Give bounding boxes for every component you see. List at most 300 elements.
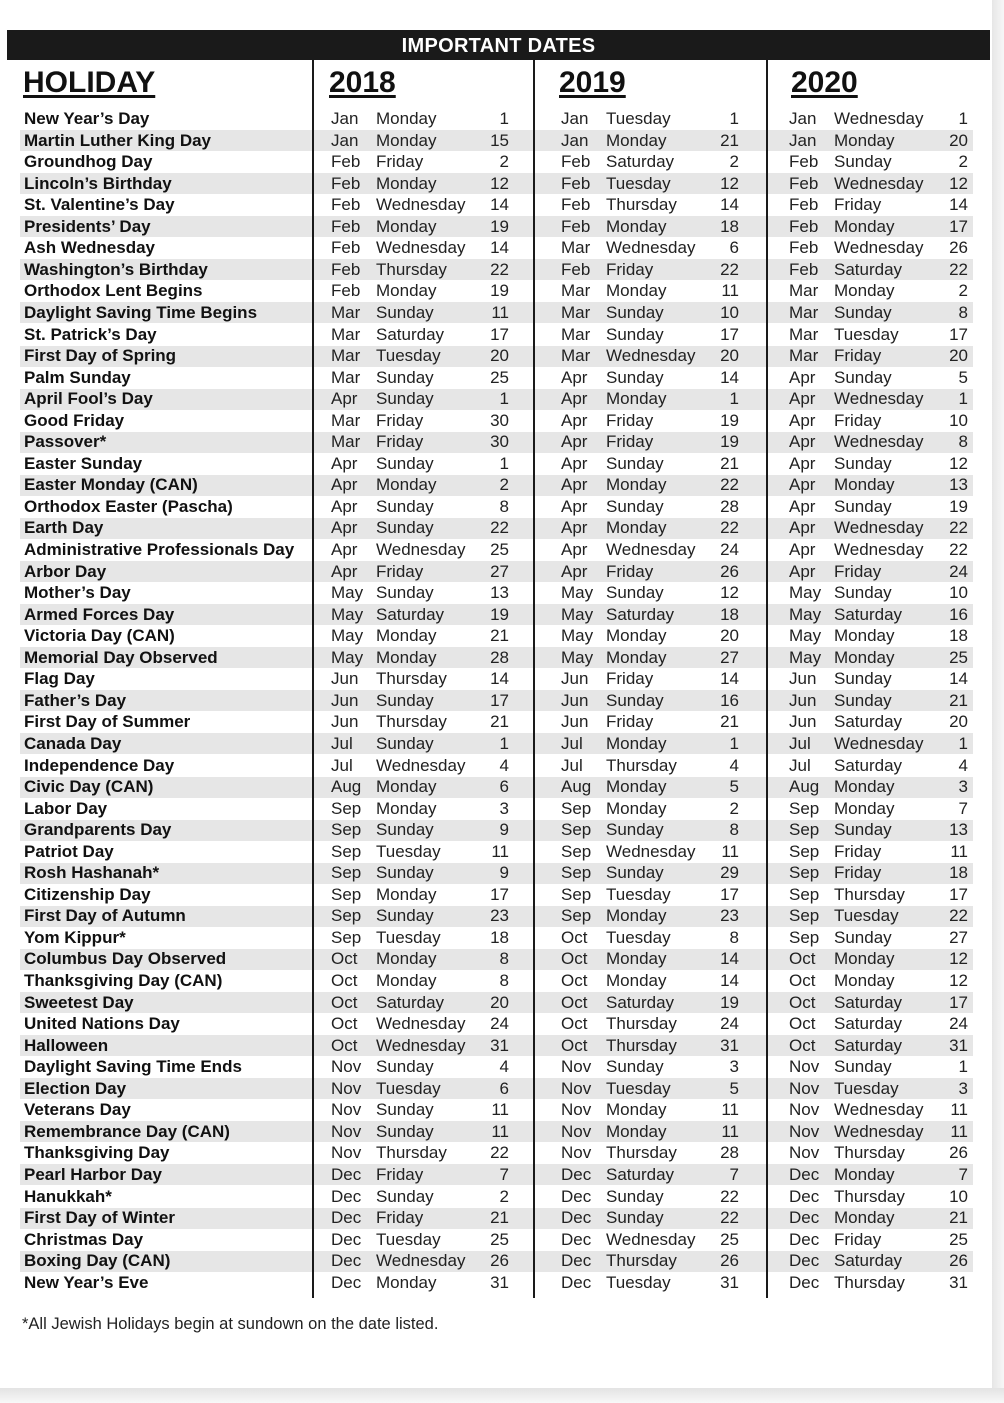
month-2020: Feb (789, 259, 819, 279)
holiday-name: Administrative Professionals Day (24, 540, 295, 559)
holiday-name: Presidents’ Day (24, 216, 151, 236)
page-shadow-right (992, 0, 1004, 1403)
weekday-2018: Tuesday (376, 927, 441, 947)
day-number-2019: 11 (721, 1100, 739, 1120)
day-number-2019: 22 (720, 1208, 739, 1228)
weekday-2018: Wednesday (376, 1014, 466, 1034)
month-2018: Nov (331, 1078, 362, 1098)
month-2018: Mar (331, 324, 361, 344)
month-2020: Jul (789, 755, 811, 775)
day-number-2020: 11 (950, 1121, 968, 1141)
holiday-name: Christmas Day (24, 1229, 144, 1249)
day-number-2020: 22 (949, 906, 968, 926)
holiday-name: Earth Day (24, 518, 104, 538)
weekday-2020: Saturday (834, 259, 903, 279)
holiday-name: Father’s Day (24, 690, 127, 710)
day-number-2019: 14 (720, 195, 739, 215)
weekday-2019: Wednesday (606, 238, 696, 258)
month-2018: May (331, 604, 364, 624)
day-number-2019: 24 (720, 1014, 739, 1034)
month-2019: Sep (561, 798, 592, 818)
holiday-name: Veterans Day (24, 1100, 131, 1120)
month-2018: Oct (331, 1035, 358, 1055)
day-number-2020: 10 (949, 1186, 968, 1206)
holiday-name: Canada Day (24, 733, 122, 753)
weekday-2020: Thursday (834, 1272, 905, 1292)
day-number-2018: 31 (490, 1272, 509, 1292)
month-2018: Jun (331, 712, 359, 732)
day-number-2019: 20 (720, 346, 739, 366)
weekday-2018: Sunday (376, 389, 434, 409)
holiday-name: Lincoln’s Birthday (24, 173, 172, 193)
month-2019: Nov (561, 1057, 592, 1077)
weekday-2019: Wednesday (606, 540, 696, 559)
day-number-2018: 1 (499, 389, 509, 409)
month-2019: Feb (561, 195, 591, 215)
month-2019: Jun (561, 690, 589, 710)
weekday-2018: Wednesday (376, 195, 466, 215)
month-2020: Sep (789, 863, 820, 883)
day-number-2018: 20 (490, 992, 509, 1012)
weekday-2020: Monday (834, 971, 895, 990)
weekday-2020: Friday (834, 841, 882, 861)
day-number-2018: 21 (490, 626, 509, 646)
weekday-2019: Monday (606, 733, 667, 753)
day-number-2018: 17 (490, 324, 509, 344)
day-number-2018: 11 (491, 302, 509, 322)
year-header-2019: 2019 (559, 66, 626, 99)
month-2020: Apr (789, 496, 816, 516)
month-2020: Feb (789, 238, 819, 258)
weekday-2019: Friday (606, 669, 654, 689)
day-number-2018: 18 (490, 927, 509, 947)
month-2020: Nov (789, 1143, 820, 1163)
day-number-2019: 17 (720, 884, 739, 904)
weekday-2020: Wednesday (834, 1100, 924, 1120)
weekday-2019: Monday (606, 518, 667, 538)
day-number-2018: 22 (490, 1143, 509, 1163)
month-2018: Sep (331, 863, 362, 883)
weekday-2019: Tuesday (606, 1272, 671, 1292)
day-number-2018: 7 (499, 1164, 509, 1184)
month-2020: Nov (789, 1057, 820, 1077)
weekday-2020: Wednesday (834, 109, 924, 128)
holiday-name: First Day of Autumn (24, 906, 186, 926)
month-2019: Jan (561, 130, 589, 150)
month-2019: Mar (561, 281, 591, 301)
month-2020: Apr (789, 561, 816, 581)
holiday-name: Yom Kippur* (24, 927, 126, 947)
day-number-2018: 30 (490, 410, 509, 430)
holiday-name: New Year’s Day (24, 109, 150, 128)
day-number-2019: 20 (720, 626, 739, 646)
holiday-name: Good Friday (24, 410, 125, 430)
weekday-2019: Sunday (606, 453, 664, 473)
weekday-2020: Wednesday (834, 540, 924, 559)
month-2018: Feb (331, 238, 361, 258)
day-number-2018: 17 (490, 690, 509, 710)
day-number-2019: 1 (729, 389, 739, 409)
month-2018: Feb (331, 281, 361, 301)
day-number-2018: 14 (490, 238, 509, 258)
day-number-2020: 20 (949, 346, 968, 366)
month-2018: May (331, 647, 364, 667)
day-number-2020: 18 (949, 863, 968, 883)
holiday-name: Hanukkah* (24, 1186, 112, 1206)
weekday-2020: Monday (834, 475, 895, 495)
month-2020: Apr (789, 410, 816, 430)
holiday-name: Orthodox Easter (Pascha) (24, 496, 233, 516)
day-number-2018: 4 (499, 1057, 509, 1077)
month-2018: Aug (331, 777, 362, 797)
month-2018: Sep (331, 927, 362, 947)
weekday-2018: Friday (376, 410, 424, 430)
weekday-2020: Friday (834, 410, 882, 430)
month-2020: Jan (789, 109, 817, 128)
day-number-2018: 17 (490, 884, 509, 904)
day-number-2019: 29 (720, 863, 739, 883)
weekday-2020: Saturday (834, 1014, 903, 1034)
weekday-2018: Monday (376, 949, 437, 969)
day-number-2018: 14 (490, 195, 509, 215)
day-number-2019: 28 (720, 496, 739, 516)
holiday-name: Passover* (24, 432, 107, 452)
month-2020: May (789, 626, 822, 646)
month-2019: May (561, 626, 594, 646)
day-number-2020: 12 (949, 453, 968, 473)
month-2018: Feb (331, 173, 361, 193)
month-2020: Feb (789, 216, 819, 236)
month-2018: Mar (331, 367, 361, 387)
year-header-2018: 2018 (329, 66, 396, 99)
weekday-2018: Wednesday (376, 540, 466, 559)
month-2018: Dec (331, 1164, 362, 1184)
weekday-2020: Monday (834, 777, 895, 797)
weekday-2018: Wednesday (376, 755, 466, 775)
month-2019: Sep (561, 884, 592, 904)
holiday-name: Martin Luther King Day (24, 130, 212, 150)
weekday-2018: Tuesday (376, 1078, 441, 1098)
page-shadow-bottom (0, 1388, 1004, 1403)
weekday-2018: Sunday (376, 1121, 434, 1141)
weekday-2020: Sunday (834, 453, 892, 473)
month-2019: Oct (561, 949, 588, 969)
weekday-2018: Sunday (376, 820, 434, 840)
holiday-name: Washington’s Birthday (24, 259, 208, 279)
day-number-2018: 11 (491, 841, 509, 861)
weekday-2018: Monday (376, 475, 437, 495)
day-number-2018: 11 (491, 1100, 509, 1120)
weekday-2020: Saturday (834, 755, 903, 775)
day-number-2019: 2 (729, 152, 739, 172)
day-number-2020: 22 (949, 540, 968, 559)
weekday-2020: Sunday (834, 302, 892, 322)
weekday-2019: Tuesday (606, 927, 671, 947)
day-number-2020: 8 (958, 432, 968, 452)
month-2018: Apr (331, 389, 358, 409)
weekday-2020: Wednesday (834, 518, 924, 538)
month-2018: Jun (331, 690, 359, 710)
weekday-2018: Sunday (376, 583, 434, 603)
day-number-2020: 1 (958, 109, 968, 128)
day-number-2020: 20 (949, 712, 968, 732)
month-2020: May (789, 604, 822, 624)
day-number-2019: 21 (720, 130, 739, 150)
day-number-2018: 8 (499, 971, 509, 990)
day-number-2018: 12 (490, 173, 509, 193)
column-divider (533, 60, 535, 1298)
month-2019: May (561, 647, 594, 667)
month-2019: Mar (561, 346, 591, 366)
day-number-2019: 17 (720, 324, 739, 344)
month-2019: Mar (561, 238, 591, 258)
weekday-2018: Tuesday (376, 346, 441, 366)
month-2018: Jun (331, 669, 359, 689)
day-number-2018: 13 (490, 583, 509, 603)
month-2020: Dec (789, 1251, 820, 1271)
day-number-2019: 26 (720, 1251, 739, 1271)
day-number-2018: 1 (499, 453, 509, 473)
day-number-2018: 6 (499, 777, 509, 797)
day-number-2020: 13 (949, 820, 968, 840)
day-number-2019: 11 (721, 1121, 739, 1141)
holiday-name: United Nations Day (24, 1014, 180, 1034)
weekday-2018: Friday (376, 1208, 424, 1228)
day-number-2018: 22 (490, 518, 509, 538)
month-2019: Sep (561, 906, 592, 926)
month-2019: Apr (561, 389, 588, 409)
holiday-name: Remembrance Day (CAN) (24, 1121, 230, 1141)
weekday-2018: Saturday (376, 604, 445, 624)
weekday-2019: Monday (606, 626, 667, 646)
weekday-2020: Sunday (834, 152, 892, 172)
holiday-name: Ash Wednesday (24, 238, 156, 258)
day-number-2019: 12 (720, 583, 739, 603)
weekday-2020: Sunday (834, 1057, 892, 1077)
weekday-2018: Sunday (376, 690, 434, 710)
day-number-2020: 2 (958, 281, 968, 301)
weekday-2020: Tuesday (834, 324, 899, 344)
weekday-2019: Sunday (606, 863, 664, 883)
column-divider (766, 60, 768, 1298)
day-number-2020: 24 (949, 1014, 968, 1034)
weekday-2019: Monday (606, 1100, 667, 1120)
weekday-2020: Thursday (834, 1143, 905, 1163)
month-2020: Dec (789, 1272, 820, 1292)
day-number-2020: 31 (949, 1035, 968, 1055)
day-number-2019: 27 (720, 647, 739, 667)
holiday-name: Halloween (24, 1035, 109, 1055)
weekday-2019: Sunday (606, 367, 664, 387)
day-number-2019: 11 (721, 841, 739, 861)
month-2020: Feb (789, 152, 819, 172)
day-number-2019: 14 (720, 949, 739, 969)
month-2020: Jul (789, 733, 811, 753)
holiday-name: Patriot Day (24, 841, 114, 861)
weekday-2020: Tuesday (834, 1078, 899, 1098)
month-2018: May (331, 583, 364, 603)
month-2020: Nov (789, 1100, 820, 1120)
weekday-2020: Monday (834, 949, 895, 969)
month-2018: Dec (331, 1208, 362, 1228)
month-2018: Apr (331, 475, 358, 495)
weekday-2019: Saturday (606, 152, 675, 172)
month-2018: Jul (331, 755, 353, 775)
month-2020: Apr (789, 389, 816, 409)
weekday-2018: Thursday (376, 669, 447, 689)
weekday-2020: Sunday (834, 927, 892, 947)
day-number-2019: 18 (720, 216, 739, 236)
holiday-name: Armed Forces Day (24, 604, 175, 624)
day-number-2019: 28 (720, 1143, 739, 1163)
month-2020: Sep (789, 798, 820, 818)
weekday-2020: Sunday (834, 367, 892, 387)
holiday-name: First Day of Summer (24, 712, 191, 732)
month-2018: Oct (331, 971, 358, 990)
weekday-2018: Friday (376, 152, 424, 172)
month-2020: Oct (789, 1014, 816, 1034)
day-number-2020: 1 (958, 733, 968, 753)
weekday-2018: Sunday (376, 1186, 434, 1206)
day-number-2019: 24 (720, 540, 739, 559)
month-2020: Sep (789, 841, 820, 861)
day-number-2019: 2 (729, 798, 739, 818)
month-2020: Apr (789, 518, 816, 538)
day-number-2020: 17 (949, 324, 968, 344)
month-2019: Nov (561, 1100, 592, 1120)
month-2019: Dec (561, 1272, 592, 1292)
month-2020: Dec (789, 1229, 820, 1249)
weekday-2018: Sunday (376, 302, 434, 322)
month-2019: May (561, 583, 594, 603)
holiday-name: Pearl Harbor Day (24, 1164, 162, 1184)
month-2018: Oct (331, 1014, 358, 1034)
day-number-2020: 8 (958, 302, 968, 322)
weekday-2018: Monday (376, 777, 437, 797)
day-number-2020: 13 (949, 475, 968, 495)
month-2020: Jun (789, 712, 817, 732)
month-2020: Oct (789, 992, 816, 1012)
day-number-2020: 26 (949, 1143, 968, 1163)
holiday-name: Easter Sunday (24, 453, 143, 473)
day-number-2020: 1 (958, 1057, 968, 1077)
weekday-2019: Sunday (606, 1208, 664, 1228)
day-number-2019: 31 (720, 1035, 739, 1055)
weekday-2019: Wednesday (606, 346, 696, 366)
month-2018: Sep (331, 884, 362, 904)
weekday-2018: Sunday (376, 1100, 434, 1120)
month-2019: Apr (561, 496, 588, 516)
holiday-name: Citizenship Day (24, 884, 151, 904)
day-number-2020: 20 (949, 130, 968, 150)
day-number-2018: 19 (490, 604, 509, 624)
weekday-2019: Monday (606, 475, 667, 495)
day-number-2019: 22 (720, 475, 739, 495)
month-2020: May (789, 647, 822, 667)
day-number-2018: 8 (499, 949, 509, 969)
day-number-2018: 3 (499, 798, 509, 818)
month-2020: Feb (789, 195, 819, 215)
weekday-2020: Wednesday (834, 733, 924, 753)
month-2019: Dec (561, 1229, 592, 1249)
month-2020: Sep (789, 927, 820, 947)
day-number-2018: 9 (499, 820, 509, 840)
weekday-2019: Tuesday (606, 884, 671, 904)
month-2018: Dec (331, 1251, 362, 1271)
weekday-2019: Sunday (606, 820, 664, 840)
month-2019: Oct (561, 927, 588, 947)
day-number-2019: 8 (729, 927, 739, 947)
day-number-2018: 8 (499, 496, 509, 516)
weekday-2018: Sunday (376, 906, 434, 926)
weekday-2020: Friday (834, 346, 882, 366)
weekday-2019: Thursday (606, 755, 677, 775)
month-2018: Apr (331, 540, 358, 559)
day-number-2018: 14 (490, 669, 509, 689)
month-2018: Dec (331, 1229, 362, 1249)
month-2018: Apr (331, 496, 358, 516)
day-number-2019: 14 (720, 669, 739, 689)
day-number-2020: 10 (949, 583, 968, 603)
month-2018: Feb (331, 216, 361, 236)
month-2019: Feb (561, 152, 591, 172)
day-number-2018: 20 (490, 346, 509, 366)
weekday-2019: Monday (606, 647, 667, 667)
day-number-2018: 1 (499, 733, 509, 753)
day-number-2020: 17 (949, 884, 968, 904)
day-number-2018: 2 (499, 1186, 509, 1206)
day-number-2019: 19 (720, 992, 739, 1012)
weekday-2019: Friday (606, 432, 654, 452)
day-number-2019: 14 (720, 367, 739, 387)
month-2019: Oct (561, 971, 588, 990)
month-2020: Jan (789, 130, 817, 150)
month-2019: Oct (561, 1035, 588, 1055)
day-number-2018: 15 (490, 130, 509, 150)
month-2020: Apr (789, 367, 816, 387)
holiday-name: Easter Monday (CAN) (24, 475, 198, 495)
holiday-name: Boxing Day (CAN) (24, 1251, 171, 1271)
day-number-2020: 26 (949, 1251, 968, 1271)
month-2019: Feb (561, 173, 591, 193)
weekday-2018: Wednesday (376, 1035, 466, 1055)
holiday-name: Grandparents Day (24, 820, 172, 840)
month-2018: Feb (331, 195, 361, 215)
weekday-2020: Thursday (834, 884, 905, 904)
day-number-2019: 31 (720, 1272, 739, 1292)
weekday-2018: Monday (376, 1272, 437, 1292)
holiday-name: Memorial Day Observed (24, 647, 218, 667)
day-number-2020: 3 (958, 777, 968, 797)
weekday-2019: Sunday (606, 496, 664, 516)
weekday-2020: Wednesday (834, 432, 924, 452)
month-2019: Aug (561, 777, 592, 797)
day-number-2019: 1 (729, 733, 739, 753)
day-number-2020: 18 (949, 626, 968, 646)
month-2019: Sep (561, 863, 592, 883)
weekday-2019: Monday (606, 949, 667, 969)
day-number-2020: 4 (958, 755, 968, 775)
month-2020: Aug (789, 777, 820, 797)
weekday-2019: Monday (606, 1121, 667, 1141)
day-number-2020: 1 (958, 389, 968, 409)
holiday-name: Palm Sunday (24, 367, 131, 387)
weekday-2020: Sunday (834, 583, 892, 603)
day-number-2019: 25 (720, 1229, 739, 1249)
month-2020: Feb (789, 173, 819, 193)
month-2018: Jan (331, 130, 359, 150)
day-number-2018: 19 (490, 216, 509, 236)
